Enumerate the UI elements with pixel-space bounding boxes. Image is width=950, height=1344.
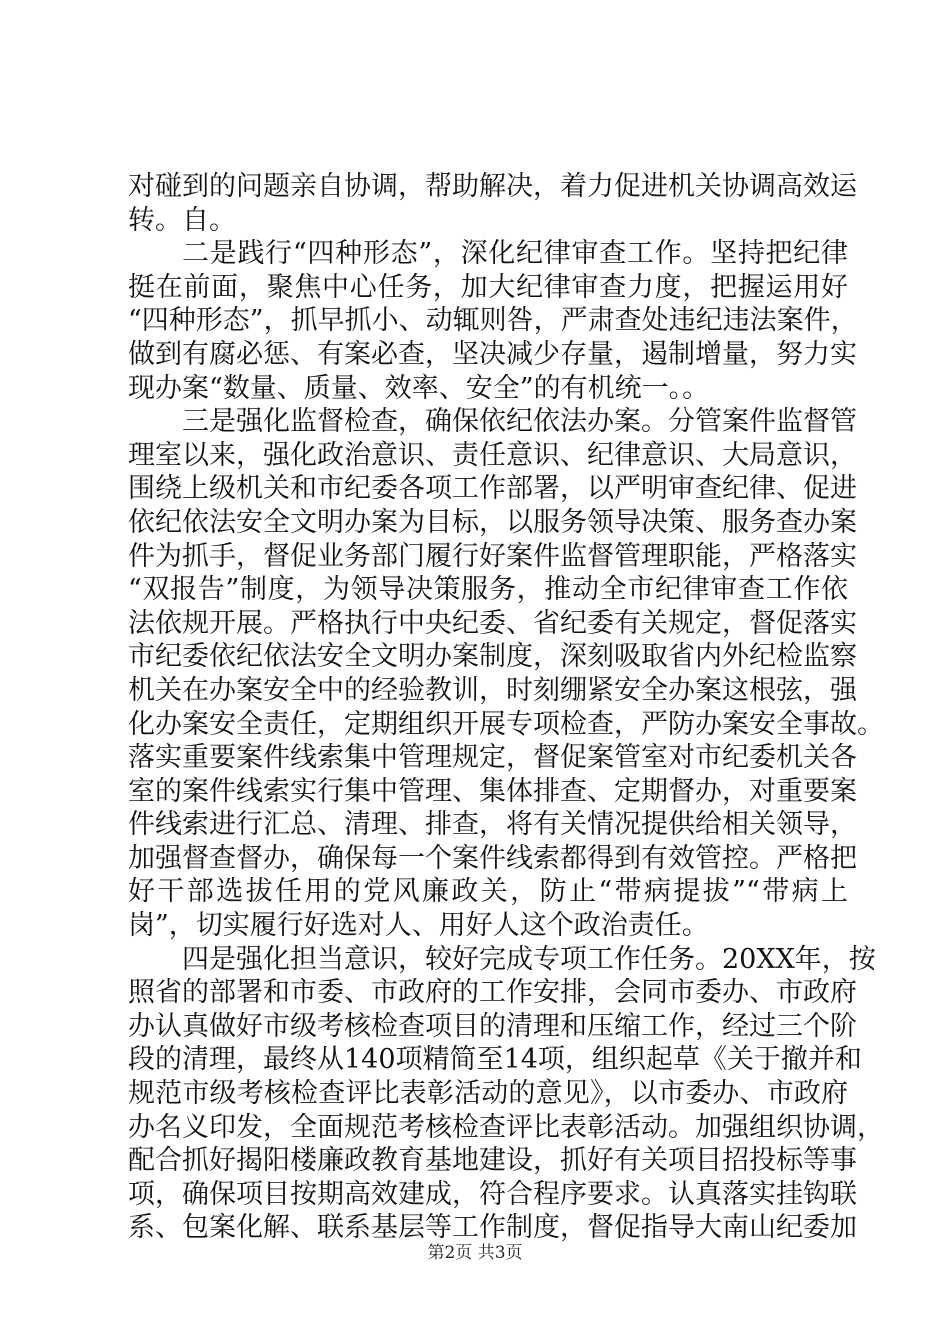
- text-line: 件为抓手，督促业务部门履行好案件监督管理职能，严格落实: [128, 540, 857, 572]
- text-line: 化办案安全责任，定期组织开展专项检查，严防办案安全事故。: [128, 708, 884, 740]
- text-line: 现办案“数量、质量、效率、安全”的有机统一。。: [128, 372, 710, 404]
- text-line: 做到有腐必惩、有案必查，坚决减少存量，遏制增量，努力实: [128, 338, 857, 370]
- paragraph-start-line: 四是强化担当意识，较好完成专项工作任务。20XX年，按: [182, 943, 876, 975]
- text-line: 室的案件线索实行集中管理、集体排查、定期督办，对重要案: [128, 775, 857, 807]
- text-line: 落实重要案件线索集中管理规定，督促案管室对市纪委机关各: [128, 742, 857, 774]
- text-line: 段的清理，最终从140项精简至14项，组织起草《关于撤并和: [128, 1044, 862, 1076]
- text-line: 岗”，切实履行好选对人、用好人这个政治责任。: [128, 910, 709, 942]
- text-line: 办认真做好市级考核检查项目的清理和压缩工作，经过三个阶: [128, 1010, 857, 1042]
- text-line: 市纪委依纪依法安全文明办案制度，深刻吸取省内外纪检监察: [128, 641, 857, 673]
- text-line: 对碰到的问题亲自协调，帮助解决，着力促进机关协调高效运: [128, 171, 857, 202]
- text-line: 理室以来，强化政治意识、责任意识、纪律意识、大局意识，: [128, 439, 857, 471]
- text-line: “双报告”制度，为领导决策服务，推动全市纪律审查工作依: [128, 574, 848, 606]
- text-line: 围绕上级机关和市纪委各项工作部署，以严明审查纪律、促进: [128, 473, 857, 505]
- text-line: 挺在前面，聚焦中心任务，加大纪律审查力度，把握运用好: [128, 271, 848, 303]
- page-number-footer: 第2页 共3页: [427, 1243, 523, 1263]
- text-line: 规范市级考核检查评比表彰活动的意见》，以市委办、市政府: [128, 1078, 848, 1110]
- text-line: 依纪依法安全文明办案为目标，以服务领导决策、服务查办案: [128, 506, 857, 538]
- text-line: 办名义印发，全面规范考核检查评比表彰活动。加强组织协调，: [128, 1111, 884, 1143]
- text-line: 系、包案化解、联系基层等工作制度，督促指导大南山纪委加: [128, 1212, 857, 1244]
- text-line: 加强督查督办，确保每一个案件线索都得到有效管控。严格把: [128, 842, 857, 874]
- text-line: 法依规开展。严格执行中央纪委、省纪委有关规定，督促落实: [128, 607, 857, 639]
- text-line: 配合抓好揭阳楼廉政教育基地建设，抓好有关项目招投标等事: [128, 1145, 857, 1177]
- text-line: 机关在办案安全中的经验教训，时刻绷紧安全办案这根弦，强: [128, 674, 857, 706]
- text-line: 照省的部署和市委、市政府的工作安排，会同市委办、市政府: [128, 977, 857, 1009]
- text-line: 件线索进行汇总、清理、排查，将有关情况提供给相关领导，: [128, 809, 857, 841]
- text-line: 好干部选拔任用的党风廉政关，防止“带病提拔”“带病上: [128, 876, 848, 908]
- text-line: “四种形态”，抓早抓小、动辄则咎，严肃查处违纪违法案件，: [128, 305, 858, 337]
- paragraph-start-line: 三是强化监督检查，确保依纪依法办案。分管案件监督管: [182, 406, 857, 438]
- text-line: 项，确保项目按期高效建成，符合程序要求。认真落实挂钩联: [128, 1178, 857, 1210]
- paragraph-start-line: 二是践行“四种形态”，深化纪律审查工作。坚持把纪律: [182, 238, 848, 270]
- text-line: 转。自。: [128, 204, 236, 236]
- document-body: [128, 170, 884, 1245]
